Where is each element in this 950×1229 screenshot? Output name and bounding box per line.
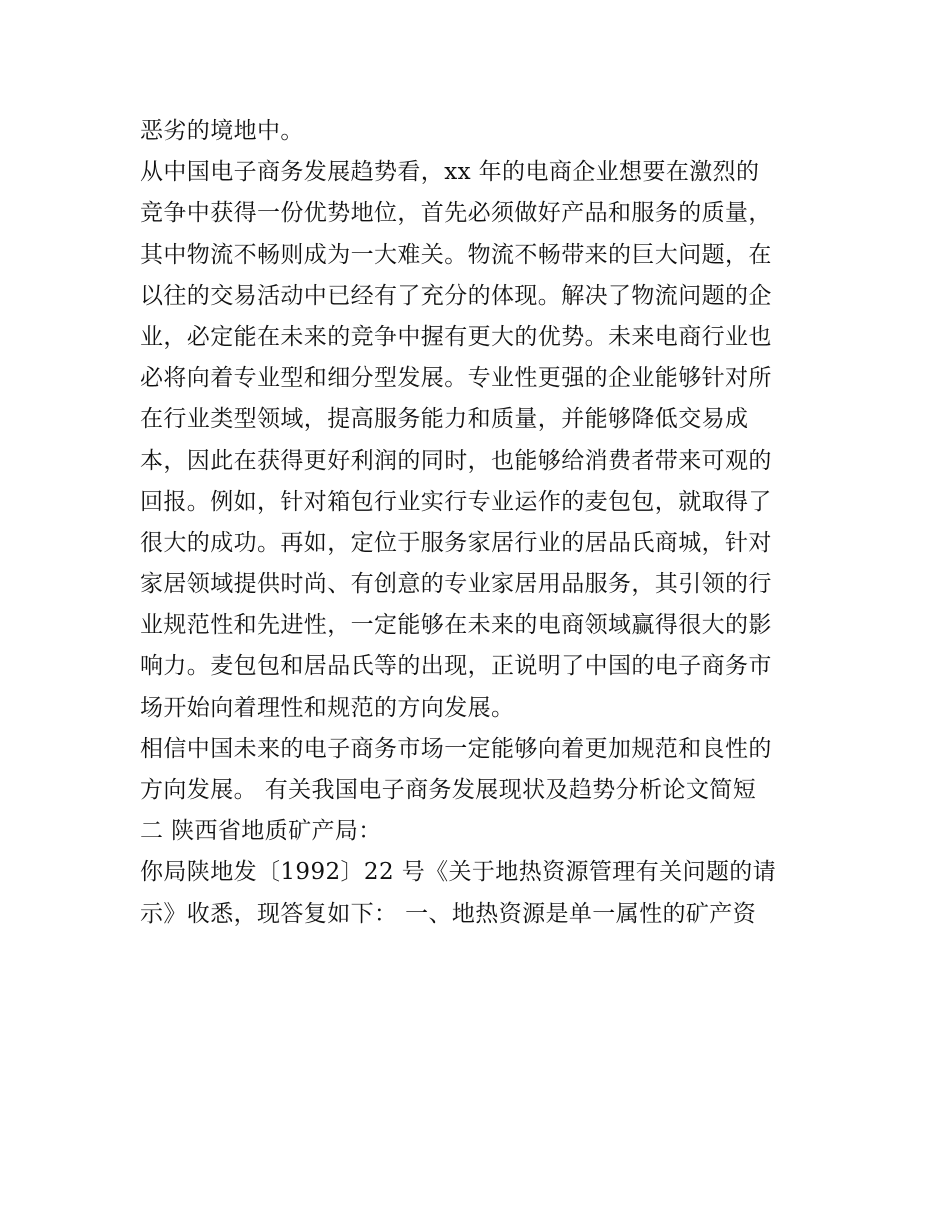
- text-line: 竞争中获得一份优势地位，首先必须做好产品和服务的质量，: [140, 200, 772, 227]
- text-line: 在行业类型领域，提高服务能力和质量，并能够降低交易成: [140, 406, 749, 433]
- text-line: 场开始向着理性和规范的方向发展。: [140, 694, 515, 721]
- text-line: 示》收悉，现答复如下： 一、地热资源是单一属性的矿产资: [140, 900, 757, 927]
- text-line: 业，必定能在未来的竞争中握有更大的优势。未来电商行业也: [140, 323, 772, 350]
- text-line: 家居领域提供时尚、有创意的专业家居用品服务，其引领的行: [140, 571, 772, 598]
- body-text: [140, 111, 820, 935]
- text-line: 方向发展。 有关我国电子商务发展现状及趋势分析论文简短: [140, 777, 757, 803]
- text-line: 必将向着专业型和细分型发展。专业性更强的企业能够针对所: [140, 365, 772, 392]
- text-line: 二 陕西省地质矿产局：: [140, 818, 382, 845]
- text-line: 相信中国未来的电子商务市场一定能够向着更加规范和良性的: [140, 735, 772, 762]
- text-line: 你局陕地发〔1992〕22 号《关于地热资源管理有关问题的请: [140, 859, 777, 886]
- text-line: 本，因此在获得更好利润的同时，也能够给消费者带来可观的: [140, 447, 772, 474]
- text-line: 回报。例如，针对箱包行业实行专业运作的麦包包，就取得了: [140, 488, 772, 515]
- text-line: 从中国电子商务发展趋势看，xx 年的电商企业想要在激烈的: [140, 159, 760, 186]
- text-line: 恶劣的境地中。: [140, 118, 304, 144]
- text-line: 很大的成功。再如，定位于服务家居行业的居品氏商城，针对: [140, 529, 772, 556]
- text-line: 业规范性和先进性，一定能够在未来的电商领域赢得很大的影: [140, 612, 772, 639]
- text-line: 以往的交易活动中已经有了充分的体现。解决了物流问题的企: [140, 282, 772, 309]
- text-line: 响力。麦包包和居品氏等的出现，正说明了中国的电子商务市: [140, 653, 772, 680]
- text-line: 其中物流不畅则成为一大难关。物流不畅带来的巨大问题，在: [140, 241, 772, 268]
